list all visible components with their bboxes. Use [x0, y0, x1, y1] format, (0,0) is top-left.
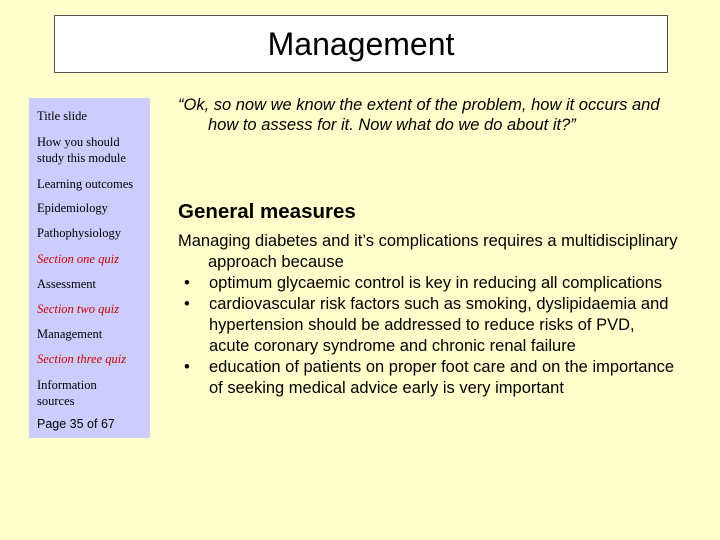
quote-block [178, 96, 678, 135]
content-body [178, 231, 678, 399]
bullet-icon: • [184, 274, 190, 292]
bullet-text: cardiovascular risk factors such as smoking, dyslipidaemia and hypertension should be addressed to reduce risks of PVD, acute coronary syndrome and chronic renal failure [209, 295, 669, 355]
nav-item-epidemiology[interactable]: Epidemiology [37, 201, 108, 215]
navigation-sidebar [29, 98, 150, 438]
bullet-text: optimum glycaemic control is key in reducing all complications [209, 274, 663, 292]
nav-item-section-one-quiz[interactable]: Section one quiz [37, 252, 119, 266]
bullet-item [178, 357, 678, 399]
nav-item-pathophysiology[interactable]: Pathophysiology [37, 226, 122, 240]
slide-title-box [54, 15, 668, 73]
intro-paragraph: Managing diabetes and it’s complications requires a multidisciplinary approach because [178, 232, 678, 271]
section-heading: General measures [178, 200, 356, 223]
intro-quote: “Ok, so now we know the extent of the problem, how it occurs and how to assess for it. Now what do we do about it?” [178, 96, 660, 134]
nav-item-section-two-quiz[interactable]: Section two quiz [37, 302, 119, 316]
bullet-icon: • [184, 358, 190, 376]
nav-item-title-slide[interactable]: Title slide [37, 109, 87, 123]
nav-item-section-three-quiz[interactable]: Section three quiz [37, 352, 127, 366]
nav-item-management[interactable]: Management [37, 327, 103, 341]
nav-item-information-sources[interactable]: Information sources [37, 378, 97, 408]
nav-item-assessment[interactable]: Assessment [37, 277, 97, 291]
bullet-text: education of patients on proper foot care and on the importance of seeking medical advice early is very important [209, 358, 675, 397]
slide-title: Management [267, 26, 455, 62]
bullet-item [178, 294, 678, 357]
bullet-item [178, 273, 678, 294]
page-indicator: Page 35 of 67 [37, 417, 115, 431]
nav-item-learning-outcomes[interactable]: Learning outcomes [37, 177, 134, 191]
nav-item-study-module[interactable]: How you should study this module [37, 135, 126, 165]
bullet-icon: • [184, 295, 190, 313]
